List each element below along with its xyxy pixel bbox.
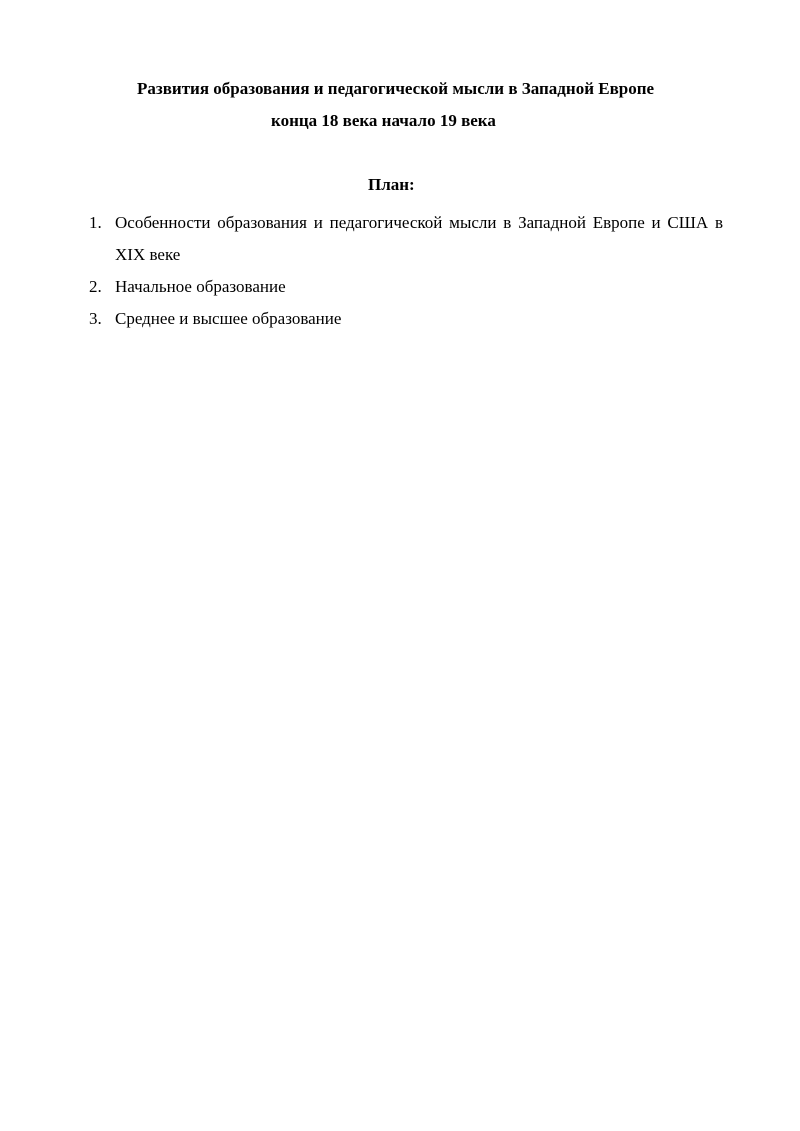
plan-item-number: 3. — [89, 309, 102, 328]
plan-item — [89, 303, 723, 335]
plan-item-text: Среднее и высшее образование — [115, 309, 342, 328]
plan-item — [89, 207, 723, 271]
plan-item — [89, 271, 723, 303]
document-title-line-2: конца 18 века начало 19 века — [271, 111, 496, 130]
plan-item-text: Особенности образования и педагогической мысли в Западной Европе и США в XIX веке — [115, 213, 723, 264]
plan-item-number: 2. — [89, 277, 102, 296]
plan-list — [89, 207, 723, 335]
plan-item-number: 1. — [89, 213, 102, 232]
plan-item-text: Начальное образование — [115, 277, 286, 296]
plan-heading: План: — [368, 175, 415, 194]
document-title-line-1: Развития образования и педагогической мысли в Западной Европе — [137, 79, 655, 98]
